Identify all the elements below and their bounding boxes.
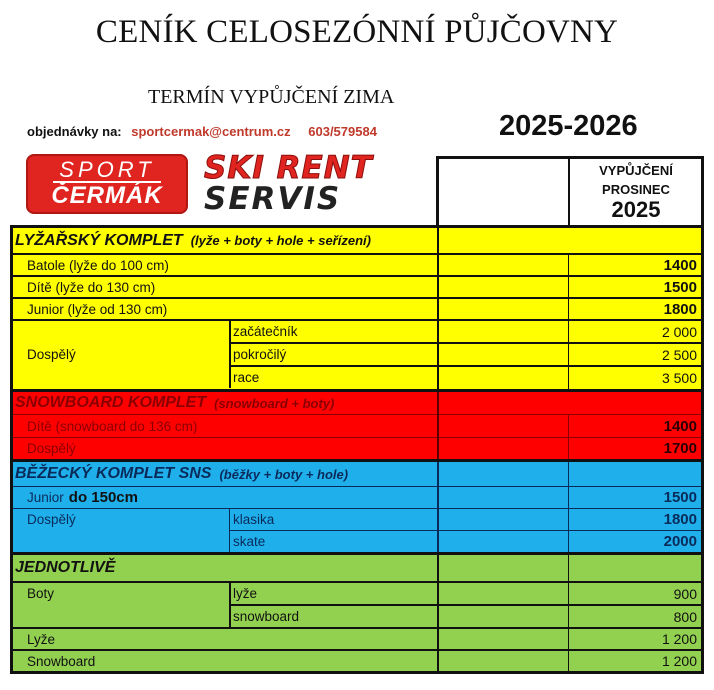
row-price: 900 <box>673 585 697 602</box>
line-v <box>437 228 439 389</box>
row-label: Dítě (snowboard do 136 cm) <box>27 418 198 434</box>
ski-section <box>13 228 701 389</box>
section-title <box>13 392 438 414</box>
row-label: pokročilý <box>233 347 287 362</box>
row-label: lyže <box>233 586 258 601</box>
row-label: začátečník <box>233 324 298 339</box>
section-header-row <box>13 555 701 581</box>
sport-cermak-logo <box>26 154 188 214</box>
row-price: 1 200 <box>661 653 697 669</box>
section-header-row <box>13 228 701 253</box>
section-title <box>13 228 438 253</box>
row-label: Dospělý <box>27 441 76 456</box>
section-header-row <box>13 392 701 414</box>
snowboard-section-note: (snowboard + boty) <box>214 395 335 411</box>
line-v <box>568 415 569 459</box>
table-row <box>13 415 701 437</box>
email-link[interactable]: sportcermak@centrum.cz <box>131 124 291 139</box>
section-title <box>13 462 438 486</box>
row-price: 1400 <box>663 256 697 274</box>
row-label: skate <box>233 534 266 549</box>
orders-label: objednávky na: <box>27 124 122 139</box>
logo-cermak-text: ČERMÁK <box>51 182 163 209</box>
row-price: 800 <box>673 608 697 625</box>
page-title: CENÍK CELOSEZÓNNÍ PŮJČOVNY <box>95 14 619 50</box>
servis-logo-text: SERVIS <box>204 181 342 217</box>
season-label: 2025-2026 <box>499 110 638 142</box>
table-row <box>13 255 701 275</box>
column-header-label <box>571 161 701 221</box>
table-row <box>13 651 701 671</box>
row-price: 1 200 <box>661 631 697 647</box>
row-price: 2 000 <box>661 323 697 340</box>
snowboard-section <box>13 392 701 459</box>
table-row <box>13 629 701 649</box>
column-header-line2: PROSINEC <box>602 182 670 197</box>
line-v <box>437 462 439 552</box>
row-label: klasika <box>233 512 275 527</box>
row-price: 1500 <box>663 278 697 296</box>
cross-country-section-title: BĚŽECKÝ KOMPLET SNS <box>15 465 212 482</box>
line-v <box>437 555 439 671</box>
line-v <box>568 555 569 671</box>
row-price: 1500 <box>663 489 697 506</box>
table-row <box>13 367 701 388</box>
column-header-line3: 2025 <box>611 197 661 222</box>
logo-sport-text: SPORT <box>53 159 160 183</box>
section-header-row <box>13 462 701 486</box>
price-table <box>10 225 704 674</box>
orders-contact <box>27 124 377 139</box>
row-label: Snowboard <box>27 653 96 669</box>
cross-country-section <box>13 462 701 552</box>
table-row <box>13 583 701 604</box>
snowboard-section-title: SNOWBOARD KOMPLET <box>15 394 207 411</box>
ski-section-title: LYŽAŘSKÝ KOMPLET <box>15 231 183 249</box>
row-label: Batole (lyže do 100 cm) <box>27 257 169 273</box>
table-row <box>13 531 701 552</box>
table-row <box>13 277 701 297</box>
individual-section <box>13 555 701 671</box>
row-price: 1800 <box>663 511 697 528</box>
adult-group-label: Dospělý <box>27 347 76 362</box>
ski-rent-logo-text: SKI RENT <box>204 150 373 186</box>
phone-number: 603/579584 <box>308 124 377 139</box>
row-price: 1700 <box>663 440 697 457</box>
line-v <box>568 462 569 552</box>
row-price: 1400 <box>663 417 697 435</box>
row-label: Lyže <box>27 631 56 647</box>
table-row <box>13 509 701 530</box>
section-title: JEDNOTLIVĚ <box>15 559 116 576</box>
cross-country-section-note: (běžky + boty + hole) <box>219 466 349 482</box>
table-row <box>13 487 701 508</box>
column-header-box <box>436 156 704 226</box>
page-subtitle: TERMÍN VYPŮJČENÍ ZIMA <box>148 86 395 108</box>
table-row <box>13 321 701 342</box>
row-label: snowboard <box>233 609 300 624</box>
table-row <box>13 438 701 459</box>
row-price: 1800 <box>663 300 697 318</box>
table-row <box>13 299 701 319</box>
row-label <box>27 487 427 508</box>
row-price: 2000 <box>663 533 697 550</box>
line-v <box>437 392 439 459</box>
row-price: 2 500 <box>661 346 697 363</box>
table-row <box>13 344 701 365</box>
column-header-line1: VYPŮJČENÍ <box>599 163 673 178</box>
line-v <box>568 255 569 389</box>
adult-group-label: Dospělý <box>27 511 76 527</box>
junior-detail: do 150cm <box>68 489 138 506</box>
row-label: Junior (lyže od 130 cm) <box>27 301 168 317</box>
row-label: race <box>233 370 260 385</box>
header-divider <box>568 159 570 226</box>
ski-section-note: (lyže + boty + hole + seřízení) <box>190 233 371 248</box>
junior-label: Junior <box>27 490 64 505</box>
row-label: Dítě (lyže do 130 cm) <box>27 279 156 295</box>
row-price: 3 500 <box>661 369 697 386</box>
table-row <box>13 606 701 627</box>
boots-group-label: Boty <box>27 585 55 601</box>
